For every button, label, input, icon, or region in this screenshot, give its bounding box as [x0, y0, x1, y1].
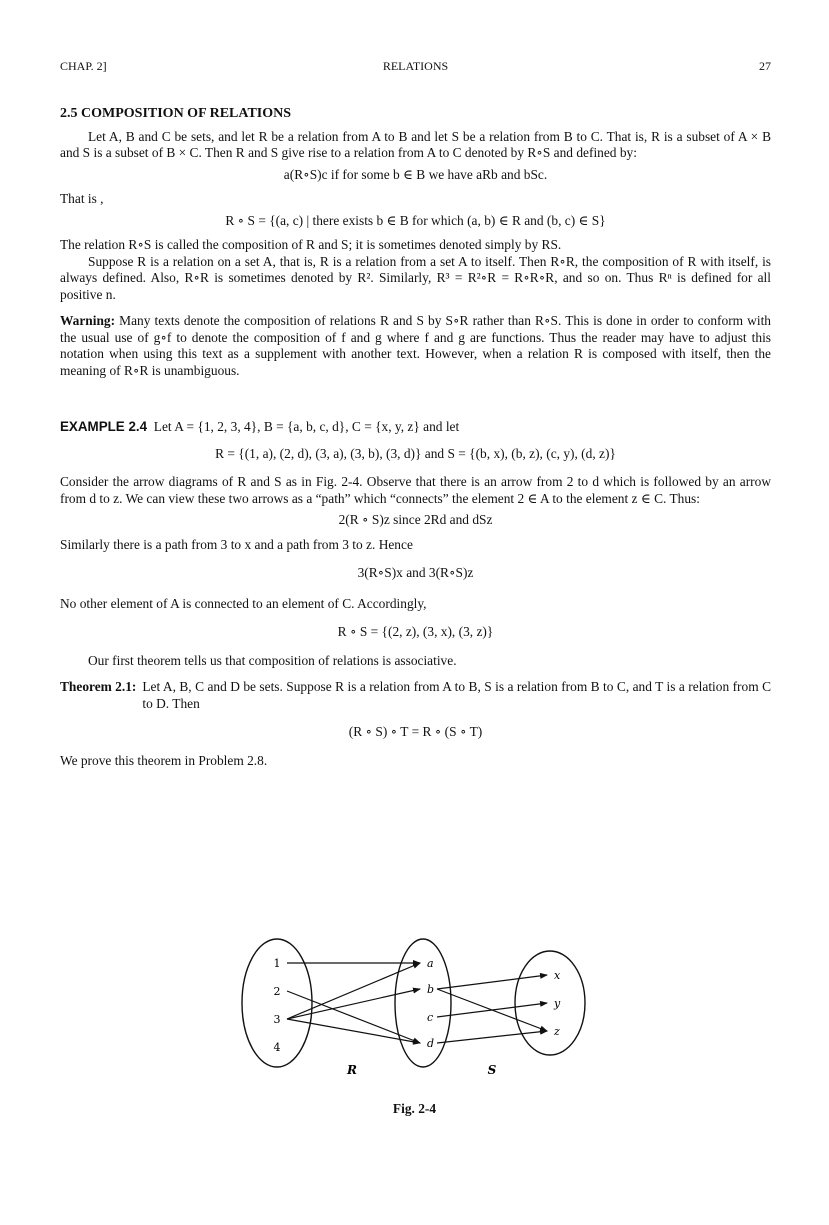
relation-label-r: R: [347, 1063, 357, 1077]
arrow-diagram: [220, 935, 600, 1085]
figure-caption: Fig. 2-4: [392, 1101, 437, 1116]
display-3-rs: 3(R∘S)x and 3(R∘S)z: [357, 565, 474, 580]
element-a-4: 4: [273, 1041, 281, 1054]
example-paragraph-2: Similarly there is a path from 3 to x and a path from 3 to z. Hence: [60, 536, 413, 552]
element-c-y: y: [554, 997, 561, 1010]
display-associativity: (R ∘ S) ∘ T = R ∘ (S ∘ T): [348, 724, 483, 739]
running-header: [60, 58, 771, 74]
element-b-b: b: [427, 983, 435, 996]
warning-label: Warning:: [60, 313, 116, 328]
display-2-rs-z: 2(R ∘ S)z since 2Rd and dSz: [338, 512, 493, 527]
paragraph-composition-name: The relation R∘S is called the composition of R and S; it is sometimes denoted simply by RS.: [60, 237, 562, 252]
paragraph-definition: Let A, B and C be sets, and let R be a relation from A to B and let S be a relation from B to C. That is, R is a subset of A × B and S is a subset of B × C. Then R and S give rise to a relation from A to C denoted by R∘S and defined by:: [60, 128, 771, 160]
r-arrow-3-b: [287, 989, 420, 1019]
set-b-ellipse: [395, 939, 451, 1067]
page-number: 27: [759, 59, 771, 73]
display-definition: a(R∘S)c if for some b ∈ B we have aRb and bSc.: [283, 166, 548, 182]
theorem-label: Theorem 2.1:: [60, 679, 137, 694]
theorem-text: Let A, B, C and D be sets. Suppose R is a relation from A to B, S is a relation from B to C, and T is a relation from C to D. Then: [142, 679, 771, 711]
display-set-builder: R ∘ S = {(a, c) | there exists b ∈ B for which (a, b) ∈ R and (b, c) ∈ S}: [225, 212, 606, 228]
running-title: RELATIONS: [382, 59, 449, 73]
element-a-1: 1: [273, 957, 281, 970]
example-intro-text: Let A = {1, 2, 3, 4}, B = {a, b, c, d}, C = {x, y, z} and let: [153, 419, 460, 434]
theorem-block: [60, 679, 771, 712]
warning-paragraph: [60, 313, 771, 379]
s-arrow-b-x: [437, 975, 547, 989]
paragraph-powers: Suppose R is a relation on a set A, that is, R is a relation from a set A to itself. Then R∘R, the composition of R with itself, is always defined. Also, R∘R is sometimes denoted by R². Similarly, R³ = R²∘R = R∘R∘R, and so on. Thus Rⁿ is defined for all positive n.: [60, 253, 771, 302]
page-body: [60, 106, 771, 769]
example-paragraph-1: Consider the arrow diagrams of R and S as in Fig. 2-4. Observe that there is an arrow from 2 to d which is followed by an arrow from d to z. We can view these two arrows as a “path” which “connects” the element 2 ∈ A to the element z ∈ C. Thus:: [60, 474, 771, 506]
display-relations: R = {(1, a), (2, d), (3, a), (3, b), (3, d)} and S = {(b, x), (b, z), (c, y), (d, z)}: [215, 445, 616, 461]
element-c-z: z: [554, 1025, 560, 1038]
s-arrow-d-z: [437, 1031, 547, 1043]
element-a-3: 3: [273, 1013, 281, 1026]
set-c-ellipse: [515, 951, 585, 1055]
paragraph-that-is: That is ,: [60, 191, 104, 206]
section-title: 2.5 COMPOSITION OF RELATIONS: [60, 106, 292, 121]
chapter-label: CHAP. 2]: [60, 59, 107, 73]
example-paragraph-3: No other element of A is connected to an element of C. Accordingly,: [60, 595, 427, 611]
example-intro: [60, 419, 771, 436]
warning-text: Many texts denote the composition of relations R and S by S∘R rather than R∘S. This is done in order to conform with the usual use of g∘f to denote the composition of f and g where f and g are functions. Thus the reader may have to adjust this notation when using this text as a supplement with another text. However, when a relation R is composed with itself, then the meaning of R∘R is unambiguous.: [60, 313, 771, 378]
theorem-proof-reference: We prove this theorem in Problem 2.8.: [60, 752, 268, 768]
relation-label-s: S: [487, 1063, 497, 1077]
element-a-2: 2: [273, 985, 281, 998]
element-b-c: c: [427, 1011, 434, 1024]
example-paragraph-4: Our first theorem tells us that composition of relations is associative.: [88, 652, 457, 668]
r-arrow-3-d: [287, 1019, 420, 1043]
element-c-x: x: [554, 969, 561, 982]
example-label: EXAMPLE 2.4: [60, 419, 148, 434]
arrow-diagram-figure: [220, 935, 600, 1085]
s-arrow-c-y: [437, 1003, 547, 1017]
display-rs-result: R ∘ S = {(2, z), (3, x), (3, z)}: [337, 624, 494, 639]
element-b-d: d: [427, 1037, 435, 1050]
element-b-a: a: [427, 957, 434, 970]
